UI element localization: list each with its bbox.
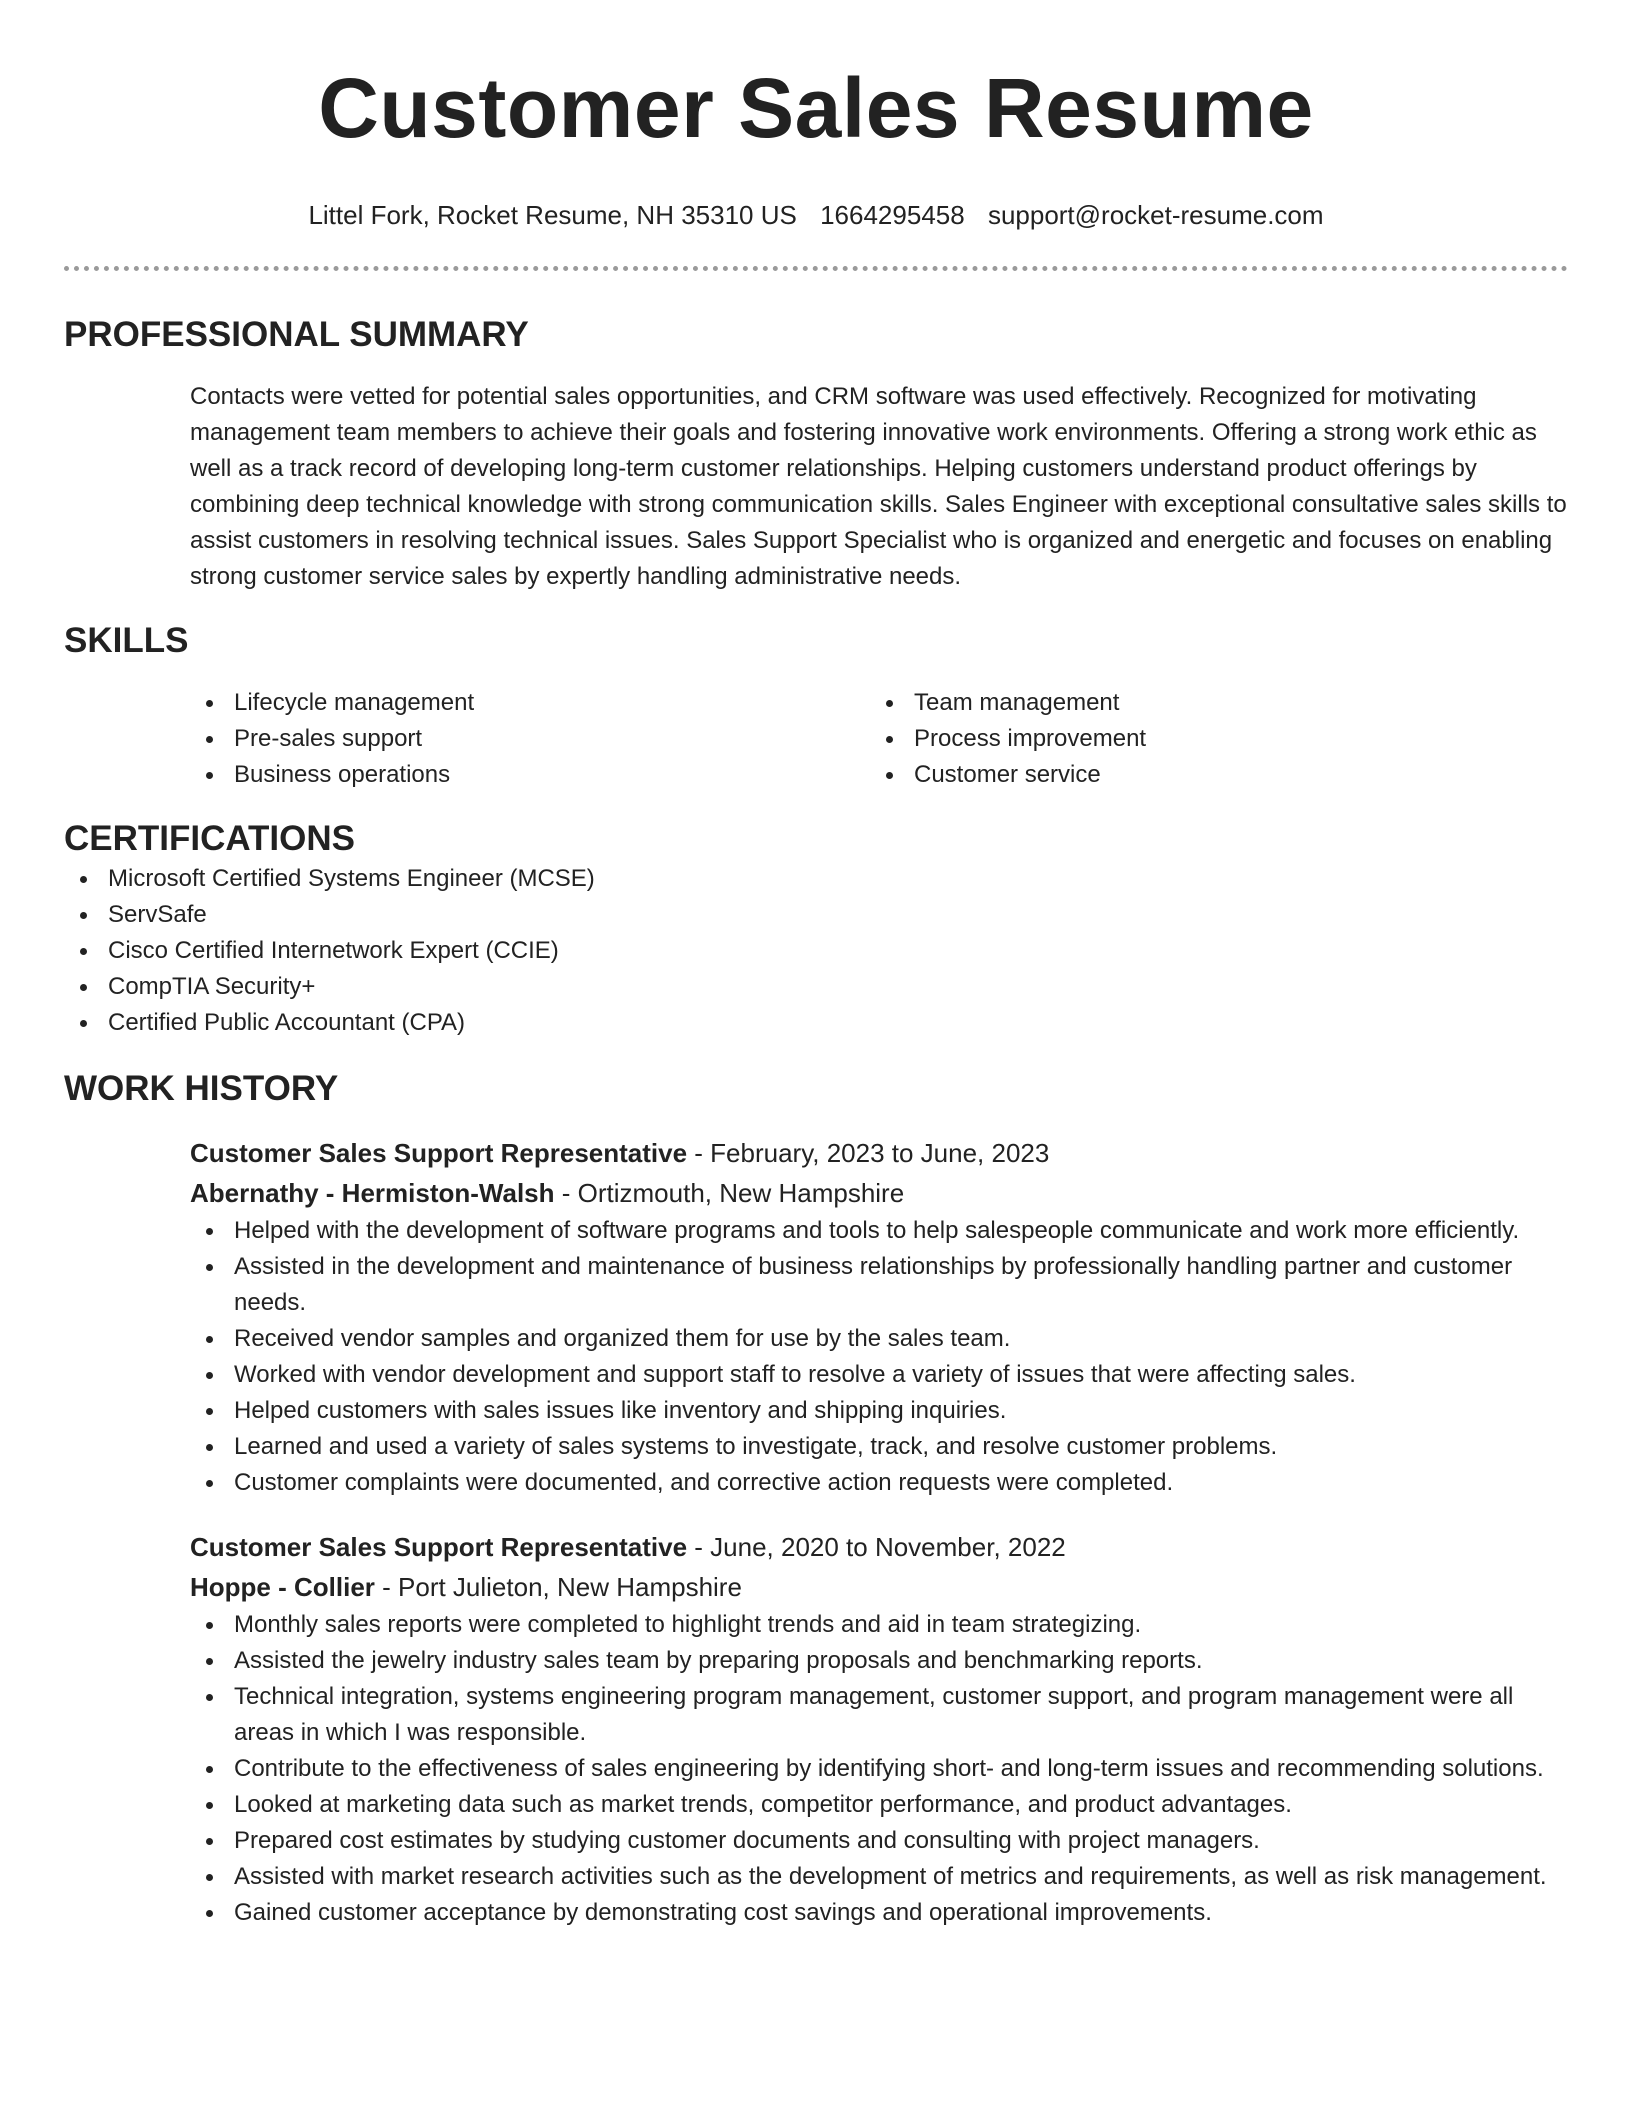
job-duty: Helped with the development of software programs and tools to help salespeople communicate and work more efficiently. — [190, 1213, 1568, 1249]
job-duties-list — [190, 1607, 1568, 1931]
job-company-line — [190, 1567, 1568, 1607]
job-duty: Assisted in the development and maintenance of business relationships by professionally handling partner and customer needs. — [190, 1249, 1568, 1321]
job-header — [190, 1527, 1568, 1607]
certification-item: ServSafe — [64, 897, 1568, 933]
job-entry — [190, 1133, 1568, 1501]
job-duty: Worked with vendor development and support staff to resolve a variety of issues that were affecting sales. — [190, 1357, 1568, 1393]
job-duties-list — [190, 1213, 1568, 1501]
job-dates: - February, 2023 to June, 2023 — [687, 1138, 1050, 1168]
skills-list-left — [190, 685, 870, 793]
resume-title: Customer Sales Resume — [318, 61, 1314, 155]
job-duty: Customer complaints were documented, and corrective action requests were completed. — [190, 1465, 1568, 1501]
skill-item: Customer service — [870, 757, 1550, 793]
section-heading-work-history: WORK HISTORY — [64, 1069, 339, 1108]
section-heading-skills: SKILLS — [64, 621, 189, 660]
job-title-line — [190, 1133, 1568, 1173]
contact-line — [64, 198, 1568, 232]
skill-item: Business operations — [190, 757, 870, 793]
job-dates: - June, 2020 to November, 2022 — [687, 1532, 1066, 1562]
job-company-line — [190, 1173, 1568, 1213]
job-title: Customer Sales Support Representative — [190, 1532, 688, 1562]
skill-item: Process improvement — [870, 721, 1550, 757]
job-title-line — [190, 1527, 1568, 1567]
job-duty: Looked at marketing data such as market trends, competitor performance, and product advantages. — [190, 1787, 1568, 1823]
email: support@rocket-resume.com — [987, 200, 1324, 230]
job-duty: Prepared cost estimates by studying customer documents and consulting with project managers. — [190, 1823, 1568, 1859]
job-location: - Ortizmouth, New Hampshire — [554, 1178, 905, 1208]
skills-grid — [190, 685, 1568, 793]
job-entry — [190, 1527, 1568, 1931]
address: Littel Fork, Rocket Resume, NH 35310 US — [308, 200, 797, 230]
job-duty: Learned and used a variety of sales systems to investigate, track, and resolve customer problems. — [190, 1429, 1568, 1465]
phone: 1664295458 — [820, 200, 965, 230]
job-header — [190, 1133, 1568, 1213]
job-duty: Technical integration, systems engineering program management, customer support, and program management were all areas in which I was responsible. — [190, 1679, 1568, 1751]
job-duty: Gained customer acceptance by demonstrating cost savings and operational improvements. — [190, 1895, 1568, 1931]
skill-item: Team management — [870, 685, 1550, 721]
job-company: Hoppe - Collier — [190, 1572, 375, 1602]
dotted-divider — [64, 266, 1568, 271]
job-duty: Assisted with market research activities such as the development of metrics and requirements, as well as risk management. — [190, 1859, 1568, 1895]
job-duty: Assisted the jewelry industry sales team by preparing proposals and benchmarking reports. — [190, 1643, 1568, 1679]
certification-item: Cisco Certified Internetwork Expert (CCIE) — [64, 933, 1568, 969]
skills-list-right — [870, 685, 1550, 793]
job-duty: Contribute to the effectiveness of sales engineering by identifying short- and long-term issues and recommending solutions. — [190, 1751, 1568, 1787]
section-heading-summary: PROFESSIONAL SUMMARY — [64, 315, 529, 354]
certifications-list — [64, 861, 1568, 1041]
job-location: - Port Julieton, New Hampshire — [374, 1572, 742, 1602]
skill-item: Pre-sales support — [190, 721, 870, 757]
certification-item: Certified Public Accountant (CPA) — [64, 1005, 1568, 1041]
job-duty: Helped customers with sales issues like inventory and shipping inquiries. — [190, 1393, 1568, 1429]
skill-item: Lifecycle management — [190, 685, 870, 721]
job-title: Customer Sales Support Representative — [190, 1138, 688, 1168]
certification-item: Microsoft Certified Systems Engineer (MCSE) — [64, 861, 1568, 897]
job-duty: Received vendor samples and organized them for use by the sales team. — [190, 1321, 1568, 1357]
certification-item: CompTIA Security+ — [64, 969, 1568, 1005]
job-company: Abernathy - Hermiston-Walsh — [190, 1178, 555, 1208]
section-heading-certifications: CERTIFICATIONS — [64, 819, 356, 858]
job-duty: Monthly sales reports were completed to highlight trends and aid in team strategizing. — [190, 1607, 1568, 1643]
summary-text: Contacts were vetted for potential sales opportunities, and CRM software was used effectively. Recognized for motivating management team members to achieve their goals and fostering innovative work environments. Offering a strong work ethic as well as a track record of developing long-term customer relationships. Helping customers understand product offerings by combining deep technical knowledge with strong communication skills. Sales Engineer with exceptional consultative sales skills to assist customers in resolving technical issues. Sales Support Specialist who is organized and energetic and focuses on enabling strong customer service sales by expertly handling administrative needs. — [190, 383, 1567, 590]
